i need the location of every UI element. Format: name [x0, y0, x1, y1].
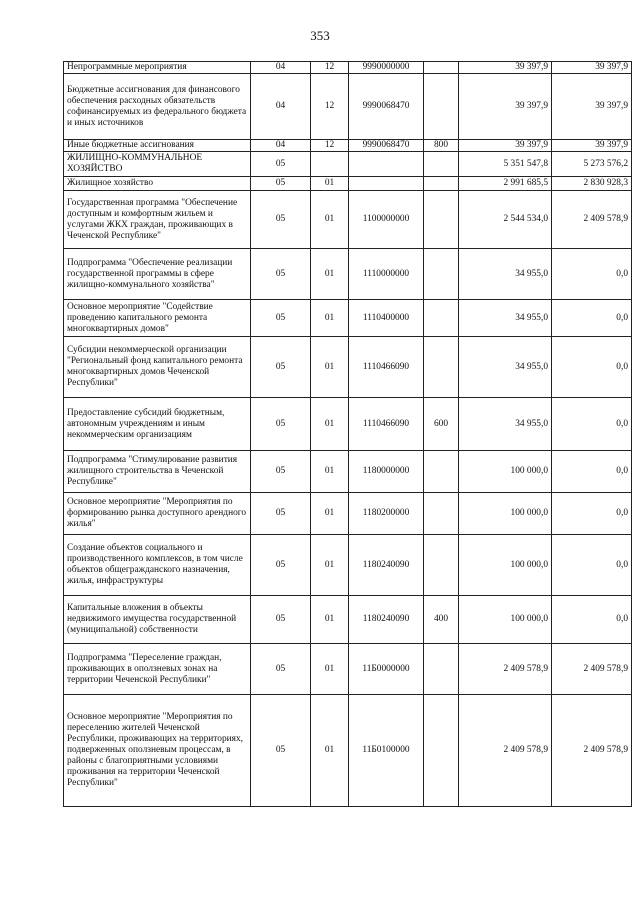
table-row — [64, 300, 632, 337]
table-row — [64, 398, 632, 451]
row-target-article: 1110466090 — [349, 398, 424, 451]
table-row — [64, 152, 632, 177]
row-name: Предоставление субсидий бюджетным, автономным учреждениям и иным некоммерческим организациям — [64, 398, 251, 451]
row-expense-type — [424, 191, 459, 249]
row-section: 05 — [251, 596, 311, 644]
row-section: 05 — [251, 644, 311, 695]
row-section: 04 — [251, 62, 311, 74]
table-row — [64, 74, 632, 140]
row-name: Основное мероприятие "Мероприятия по переселению жителей Чеченской Республики, проживающих на территориях, подверженных оползневым процессам, в районы с благоприятными условиями проживания на территории Чеченской Республики" — [64, 695, 251, 807]
row-amount-year2: 0,0 — [552, 300, 632, 337]
row-expense-type: 400 — [424, 596, 459, 644]
row-section: 05 — [251, 398, 311, 451]
row-amount-year2: 0,0 — [552, 535, 632, 596]
row-expense-type — [424, 249, 459, 300]
row-expense-type — [424, 535, 459, 596]
row-name: Иные бюджетные ассигнования — [64, 140, 251, 152]
row-amount-year1: 2 991 685,5 — [459, 177, 552, 191]
row-name: Государственная программа "Обеспечение доступным и комфортным жильем и услугами ЖКХ граждан, проживающих в Чеченской Республике" — [64, 191, 251, 249]
row-name: Основное мероприятие "Содействие проведению капитального ремонта многоквартирных домов" — [64, 300, 251, 337]
row-amount-year2: 0,0 — [552, 493, 632, 535]
row-section: 05 — [251, 249, 311, 300]
row-amount-year2: 2 409 578,9 — [552, 191, 632, 249]
table-row — [64, 644, 632, 695]
row-name: Бюджетные ассигнования для финансового обеспечения расходных обязательств софинансируемых из федерального бюджета и иных источников — [64, 74, 251, 140]
row-expense-type — [424, 337, 459, 398]
table-row — [64, 140, 632, 152]
row-name: Создание объектов социального и производственного комплексов, в том числе объектов общегражданского назначения, жилья, инфраструктуры — [64, 535, 251, 596]
table-row — [64, 493, 632, 535]
row-expense-type — [424, 300, 459, 337]
row-amount-year1: 2 409 578,9 — [459, 695, 552, 807]
row-section: 04 — [251, 74, 311, 140]
row-amount-year1: 39 397,9 — [459, 62, 552, 74]
row-amount-year2: 0,0 — [552, 249, 632, 300]
page-number: 353 — [310, 28, 330, 43]
row-section: 05 — [251, 177, 311, 191]
row-amount-year2: 5 273 576,2 — [552, 152, 632, 177]
row-amount-year2: 0,0 — [552, 337, 632, 398]
row-subsection: 01 — [311, 191, 349, 249]
table-row — [64, 191, 632, 249]
row-name: Субсидии некоммерческой организации "Региональный фонд капитального ремонта многоквартирных домов Чеченской Республики" — [64, 337, 251, 398]
row-target-article: 1110466090 — [349, 337, 424, 398]
table-row — [64, 596, 632, 644]
row-amount-year2: 0,0 — [552, 596, 632, 644]
row-subsection: 01 — [311, 493, 349, 535]
row-amount-year1: 34 955,0 — [459, 337, 552, 398]
row-name: ЖИЛИЩНО-КОММУНАЛЬНОЕ ХОЗЯЙСТВО — [64, 152, 251, 177]
row-name: Непрограммные мероприятия — [64, 62, 251, 74]
row-section: 05 — [251, 337, 311, 398]
row-subsection — [311, 152, 349, 177]
row-name: Жилищное хозяйство — [64, 177, 251, 191]
row-amount-year1: 34 955,0 — [459, 398, 552, 451]
row-subsection: 01 — [311, 695, 349, 807]
row-target-article: 1110000000 — [349, 249, 424, 300]
row-amount-year2: 39 397,9 — [552, 140, 632, 152]
row-section: 05 — [251, 152, 311, 177]
row-section: 05 — [251, 493, 311, 535]
row-section: 05 — [251, 300, 311, 337]
row-expense-type — [424, 74, 459, 140]
row-target-article: 1180200000 — [349, 493, 424, 535]
row-target-article — [349, 177, 424, 191]
row-amount-year1: 100 000,0 — [459, 493, 552, 535]
row-amount-year1: 2 544 534,0 — [459, 191, 552, 249]
row-amount-year1: 5 351 547,8 — [459, 152, 552, 177]
row-expense-type — [424, 152, 459, 177]
row-amount-year1: 39 397,9 — [459, 140, 552, 152]
row-name: Подпрограмма "Обеспечение реализации государственной программы в сфере жилищно-коммунального хозяйства" — [64, 249, 251, 300]
row-subsection: 01 — [311, 596, 349, 644]
table-row — [64, 249, 632, 300]
row-subsection: 01 — [311, 398, 349, 451]
row-amount-year2: 2 830 928,3 — [552, 177, 632, 191]
row-target-article: 1180000000 — [349, 451, 424, 493]
row-target-article: 9990068470 — [349, 74, 424, 140]
row-name: Подпрограмма "Стимулирование развития жилищного строительства в Чеченской Республике" — [64, 451, 251, 493]
row-section: 05 — [251, 451, 311, 493]
row-expense-type — [424, 695, 459, 807]
row-amount-year1: 39 397,9 — [459, 74, 552, 140]
row-target-article: 9990068470 — [349, 140, 424, 152]
row-subsection: 01 — [311, 535, 349, 596]
row-name: Основное мероприятие "Мероприятия по формированию рынка доступного арендного жилья" — [64, 493, 251, 535]
table-row — [64, 451, 632, 493]
row-target-article: 9990000000 — [349, 62, 424, 74]
row-target-article: 1180240090 — [349, 596, 424, 644]
row-expense-type: 600 — [424, 398, 459, 451]
row-target-article: 11Б0000000 — [349, 644, 424, 695]
row-target-article: 1100000000 — [349, 191, 424, 249]
row-amount-year1: 100 000,0 — [459, 535, 552, 596]
row-section: 05 — [251, 535, 311, 596]
row-expense-type — [424, 451, 459, 493]
row-name: Капитальные вложения в объекты недвижимого имущества государственной (муниципальной) собственности — [64, 596, 251, 644]
row-amount-year1: 34 955,0 — [459, 300, 552, 337]
row-target-article: 1180240090 — [349, 535, 424, 596]
row-section: 04 — [251, 140, 311, 152]
row-amount-year1: 100 000,0 — [459, 596, 552, 644]
row-expense-type: 800 — [424, 140, 459, 152]
row-subsection: 01 — [311, 644, 349, 695]
row-amount-year1: 100 000,0 — [459, 451, 552, 493]
row-expense-type — [424, 62, 459, 74]
row-expense-type — [424, 177, 459, 191]
row-amount-year2: 0,0 — [552, 398, 632, 451]
row-amount-year1: 2 409 578,9 — [459, 644, 552, 695]
row-target-article: 1110400000 — [349, 300, 424, 337]
table-row — [64, 177, 632, 191]
row-section: 05 — [251, 191, 311, 249]
row-subsection: 12 — [311, 62, 349, 74]
row-amount-year2: 0,0 — [552, 451, 632, 493]
row-subsection: 01 — [311, 451, 349, 493]
table-row — [64, 337, 632, 398]
row-subsection: 12 — [311, 140, 349, 152]
budget-table — [63, 61, 632, 807]
row-expense-type — [424, 493, 459, 535]
table-row — [64, 535, 632, 596]
row-amount-year2: 2 409 578,9 — [552, 695, 632, 807]
row-subsection: 01 — [311, 177, 349, 191]
row-subsection: 12 — [311, 74, 349, 140]
row-expense-type — [424, 644, 459, 695]
row-amount-year2: 2 409 578,9 — [552, 644, 632, 695]
row-subsection: 01 — [311, 337, 349, 398]
row-section: 05 — [251, 695, 311, 807]
row-subsection: 01 — [311, 249, 349, 300]
row-name: Подпрограмма "Переселение граждан, проживающих в оползневых зонах на территории Чеченской Республики" — [64, 644, 251, 695]
row-amount-year2: 39 397,9 — [552, 62, 632, 74]
row-target-article: 11Б0100000 — [349, 695, 424, 807]
row-amount-year1: 34 955,0 — [459, 249, 552, 300]
table-row — [64, 62, 632, 74]
table-row — [64, 695, 632, 807]
row-subsection: 01 — [311, 300, 349, 337]
row-amount-year2: 39 397,9 — [552, 74, 632, 140]
row-target-article — [349, 152, 424, 177]
